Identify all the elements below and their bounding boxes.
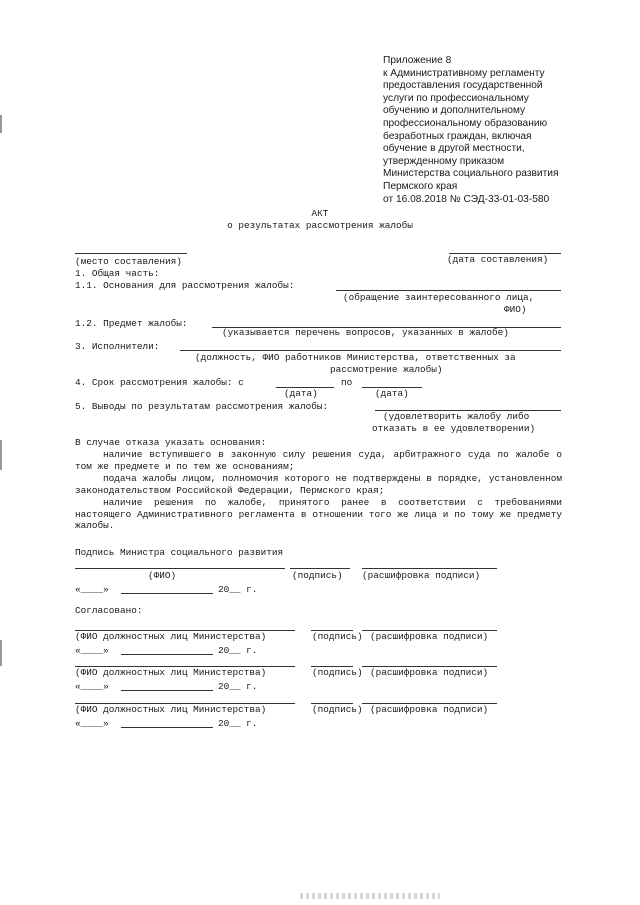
minister-decode-caption: (расшифровка подписи) xyxy=(362,570,481,581)
agreed-date-month-line xyxy=(121,654,213,655)
section-3-hint-2: рассмотрение жалобы) xyxy=(330,364,443,375)
date-caption: (дата составления) xyxy=(447,254,549,265)
minister-sign-caption: (подпись) xyxy=(292,570,343,581)
place-line xyxy=(75,253,187,254)
appendix-line: предоставления государственной xyxy=(383,80,543,92)
section-1-1-line xyxy=(336,290,561,291)
agreed-date-day: «____» xyxy=(75,645,109,656)
agreed-date-month-line xyxy=(121,727,213,728)
appendix-line: услуги по профессиональному xyxy=(383,92,529,104)
agreed-sign-caption: (подпись) xyxy=(312,631,363,642)
minister-fio-line xyxy=(75,568,285,569)
agreed-sign-caption: (подпись) xyxy=(312,667,363,678)
section-3-hint: (должность, ФИО работников Министерства, ответственных за xyxy=(195,352,516,363)
refusal-ground-2: подача жалобы лицом, полномочия которого не подтверждены в порядке, установленном законодательством Российской Федерации, Пермского края; xyxy=(75,473,562,496)
section-5-label: 5. Выводы по результатам рассмотрения жалобы: xyxy=(75,401,329,412)
appendix-line: профессиональному образованию xyxy=(383,117,548,129)
section-1-1-hint-2: ФИО) xyxy=(504,304,527,315)
agreed-decode-caption: (расшифровка подписи) xyxy=(370,704,489,715)
agreed-fio-caption: (ФИО должностных лиц Министерства) xyxy=(75,631,267,642)
agreed-date-day: «____» xyxy=(75,718,109,729)
agreed-date-year: 20__ г. xyxy=(218,645,258,656)
section-1-1-label: 1.1. Основания для рассмотрения жалобы: xyxy=(75,280,295,291)
appendix-header xyxy=(383,55,633,206)
refusal-intro: В случае отказа указать основания: xyxy=(75,437,267,448)
refusal-ground-3: наличие решения по жалобе, принятого ранее в соответствии с требованиями настоящего Административного регламента в отношении того же лица и по тому же предмету жалобы. xyxy=(75,497,562,531)
place-caption: (место составления) xyxy=(75,256,182,267)
agreed-date-day: «____» xyxy=(75,681,109,692)
scan-footer-mark xyxy=(300,893,440,899)
minister-date-month-line xyxy=(121,593,213,594)
scan-edge-mark xyxy=(0,440,2,470)
minister-sign-line xyxy=(290,568,350,569)
agreed-fio-caption: (ФИО должностных лиц Министерства) xyxy=(75,667,267,678)
agreed-decode-caption: (расшифровка подписи) xyxy=(370,631,489,642)
section-5-hint-2: отказать в ее удовлетворении) xyxy=(372,423,536,434)
section-5-hint: (удовлетворить жалобу либо xyxy=(383,411,530,422)
agreed-date-year: 20__ г. xyxy=(218,718,258,729)
section-4-to: по xyxy=(341,377,353,388)
scan-edge-mark xyxy=(0,115,2,133)
document-subtitle: о результатах рассмотрения жалобы xyxy=(227,220,413,231)
appendix-line: Министерства социального развития xyxy=(383,168,559,180)
section-4-date-from: (дата) xyxy=(284,388,318,399)
section-1-2-hint: (указывается перечень вопросов, указанных в жалобе) xyxy=(222,327,509,338)
appendix-line: обучению и дополнительному xyxy=(383,105,526,117)
agreed-date-month-line xyxy=(121,690,213,691)
appendix-line: от 16.08.2018 № СЭД-33-01-03-580 xyxy=(383,193,550,205)
minister-decode-line xyxy=(362,568,497,569)
agreed-sign-caption: (подпись) xyxy=(312,704,363,715)
scan-edge-mark xyxy=(0,640,2,666)
section-4-date-to: (дата) xyxy=(375,388,409,399)
minister-date-year: 20__ г. xyxy=(218,584,258,595)
section-general: 1. Общая часть: xyxy=(75,268,160,279)
agreed-fio-caption: (ФИО должностных лиц Министерства) xyxy=(75,704,267,715)
minister-date-day: «____» xyxy=(75,584,109,595)
agreed-decode-caption: (расшифровка подписи) xyxy=(370,667,489,678)
section-3-line xyxy=(180,350,561,351)
agreed-title: Согласовано: xyxy=(75,605,143,616)
appendix-line: Приложение 8 xyxy=(383,55,452,66)
refusal-ground-1: наличие вступившего в законную силу решения суда, арбитражного суда по жалобе о том же предмете и по тем же основаниям; xyxy=(75,449,562,472)
section-4-label: 4. Срок рассмотрения жалобы: с xyxy=(75,377,244,388)
appendix-line: утвержденному приказом xyxy=(383,155,505,167)
appendix-line: к Административному регламенту xyxy=(383,67,545,79)
section-3-label: 3. Исполнители: xyxy=(75,341,160,352)
document-title: АКТ xyxy=(311,208,329,219)
agreed-date-year: 20__ г. xyxy=(218,681,258,692)
minister-fio-caption: (ФИО) xyxy=(148,570,177,581)
section-1-1-hint: (обращение заинтересованного лица, xyxy=(343,292,535,303)
appendix-line: обучение в другой местности, xyxy=(383,143,525,155)
minister-signature-title: Подпись Министра социального развития xyxy=(75,547,284,558)
appendix-line: Пермского края xyxy=(383,180,458,192)
appendix-line: безработных граждан, включая xyxy=(383,130,532,142)
section-1-2-label: 1.2. Предмет жалобы: xyxy=(75,318,188,329)
